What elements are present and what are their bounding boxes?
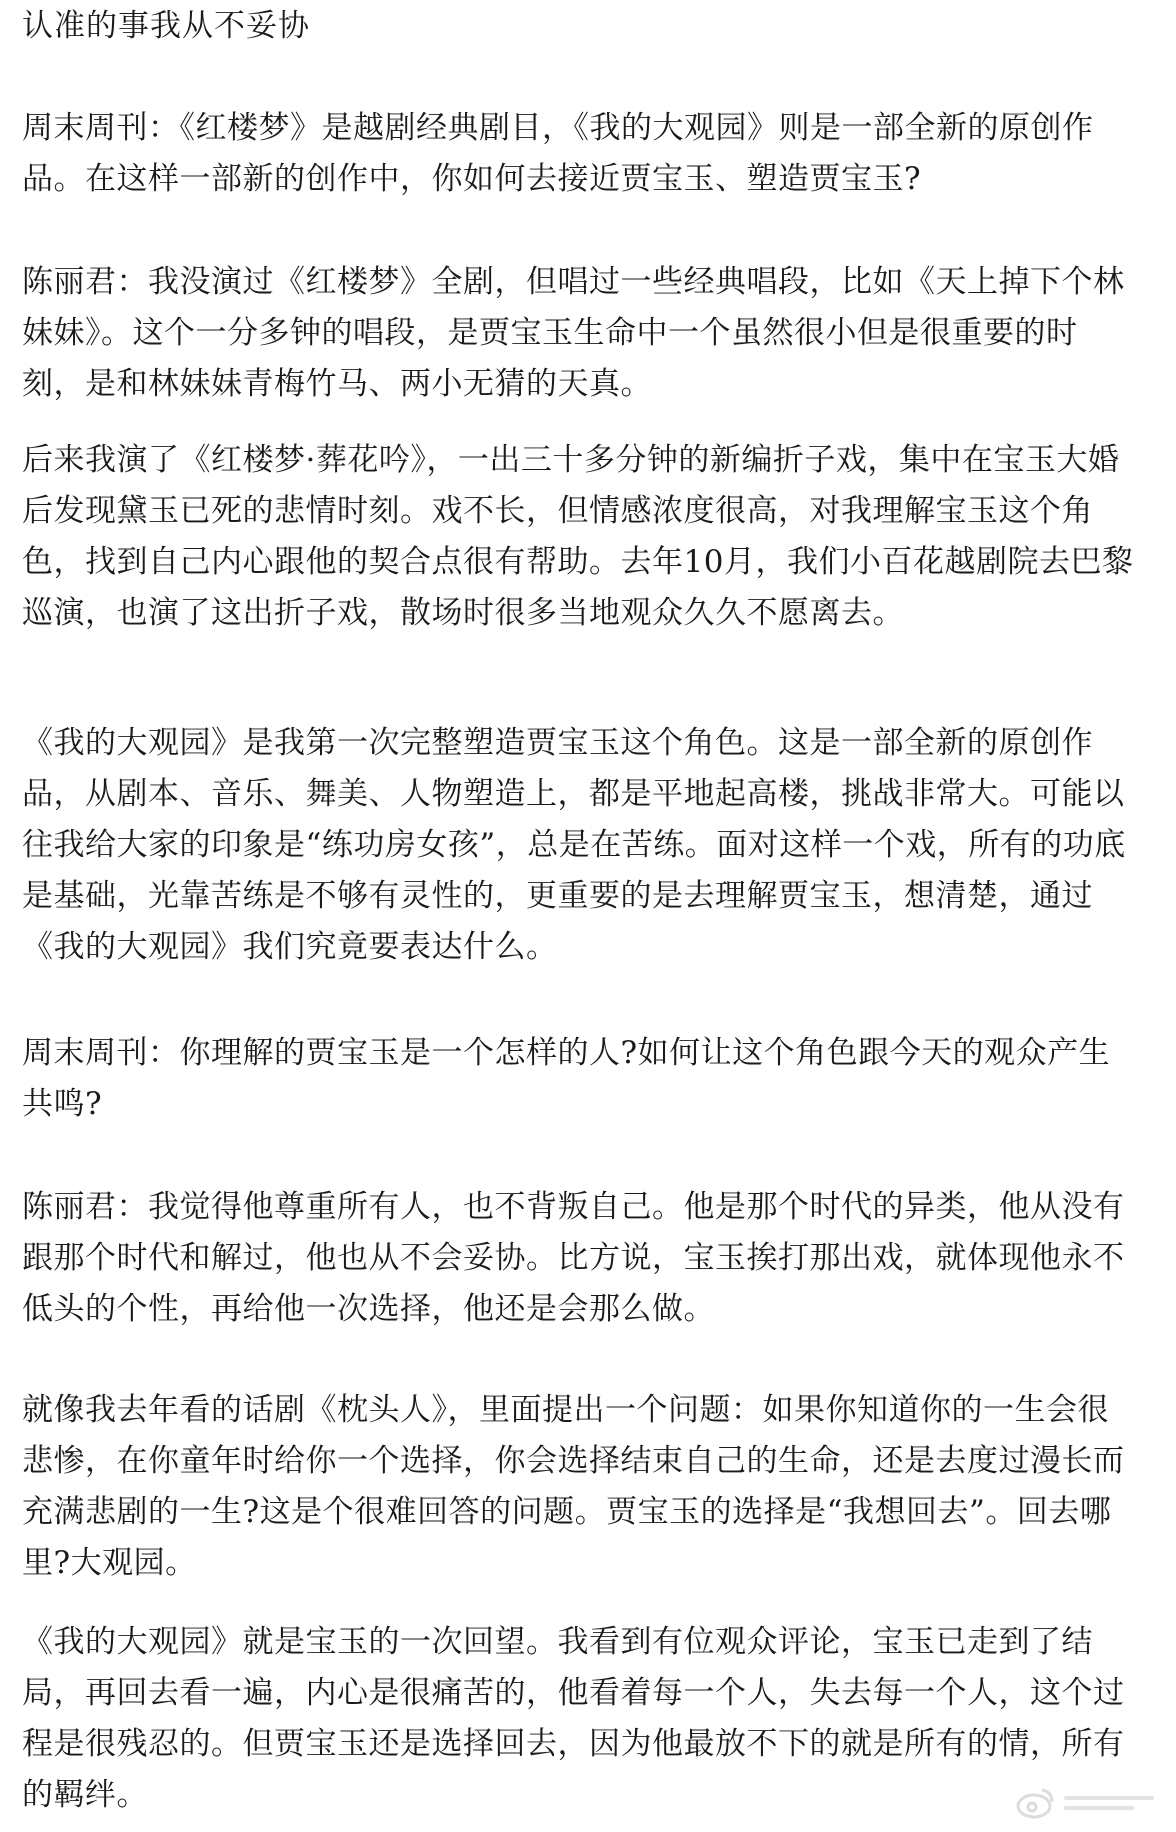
text-line: 的羁绊。: [22, 1777, 148, 1813]
text-line: 妹妹》。这个一分多钟的唱段，是贾宝玉生命中一个虽然很小但是很重要的时: [22, 315, 1078, 351]
article-title: 认准的事我从不妥协: [22, 8, 310, 44]
text-line: 往我给大家的印象是“练功房女孩”，总是在苦练。面对这样一个戏，所有的功底: [22, 827, 1126, 863]
text-line: 就像我去年看的话剧《枕头人》，里面提出一个问题：如果你知道你的一生会很: [22, 1392, 1109, 1428]
paragraph-4: [22, 718, 1150, 973]
text-line: 充满悲剧的一生?这是个很难回答的问题。贾宝玉的选择是“我想回去”。回去哪: [22, 1494, 1112, 1530]
text-line: 巡演，也演了这出折子戏，散场时很多当地观众久久不愿离去。: [22, 595, 904, 631]
text-line: 陈丽君：我觉得他尊重所有人，也不背叛自己。他是那个时代的异类，他从没有: [22, 1189, 1125, 1225]
text-line: 后来我演了《红楼梦·葬花吟》，一出三十多分钟的新编折子戏，集中在宝玉大婚: [22, 442, 1120, 478]
text-line: 跟那个时代和解过，他也从不会妥协。比方说，宝玉挨打那出戏，就体现他永不: [22, 1240, 1125, 1276]
text-line: 局，再回去看一遍，内心是很痛苦的，他看着每一个人，失去每一个人，这个过: [22, 1675, 1125, 1711]
paragraph-3: [22, 435, 1150, 639]
text-line: 后发现黛玉已死的悲情时刻。戏不长，但情感浓度很高，对我理解宝玉这个角: [22, 493, 1093, 529]
text-line: 周末周刊：《红楼梦》是越剧经典剧目，《我的大观园》则是一部全新的原创作: [22, 110, 1094, 146]
text-line: 里?大观园。: [22, 1545, 197, 1581]
text-line: 低头的个性，再给他一次选择，他还是会那么做。: [22, 1291, 715, 1327]
text-line: 品，从剧本、音乐、舞美、人物塑造上，都是平地起高楼，挑战非常大。可能以: [22, 776, 1125, 812]
text-line: 悲惨，在你童年时给你一个选择，你会选择结束自己的生命，还是去度过漫长而: [22, 1443, 1125, 1479]
paragraph-7: [22, 1385, 1150, 1589]
text-line: 色，找到自己内心跟他的契合点很有帮助。去年10月，我们小百花越剧院去巴黎: [22, 544, 1134, 580]
text-line: 陈丽君：我没演过《红楼梦》全剧，但唱过一些经典唱段，比如《天上掉下个林: [22, 264, 1125, 300]
paragraph-1: [22, 103, 1150, 205]
text-line: 周末周刊：你理解的贾宝玉是一个怎样的人?如何让这个角色跟今天的观众产生: [22, 1035, 1111, 1071]
text-line: 共鸣?: [22, 1086, 103, 1122]
weibo-watermark-icon: [1012, 1782, 1162, 1822]
text-line: 《我的大观园》是我第一次完整塑造贾宝玉这个角色。这是一部全新的原创作: [22, 725, 1093, 761]
paragraph-6: [22, 1182, 1150, 1335]
text-line: 程是很残忍的。但贾宝玉还是选择回去，因为他最放不下的就是所有的情，所有: [22, 1726, 1125, 1762]
paragraph-5: [22, 1028, 1150, 1130]
paragraph-8: [22, 1617, 1150, 1821]
text-line: 品。在这样一部新的创作中，你如何去接近贾宝玉、塑造贾宝玉?: [22, 161, 922, 197]
text-line: 是基础，光靠苦练是不够有灵性的，更重要的是去理解贾宝玉，想清楚，通过: [22, 878, 1093, 914]
text-line: 《我的大观园》我们究竟要表达什么。: [22, 929, 558, 965]
text-line: 《我的大观园》就是宝玉的一次回望。我看到有位观众评论，宝玉已走到了结: [22, 1624, 1093, 1660]
paragraph-2: [22, 257, 1150, 410]
text-line: 刻，是和林妹妹青梅竹马、两小无猜的天真。: [22, 366, 652, 402]
